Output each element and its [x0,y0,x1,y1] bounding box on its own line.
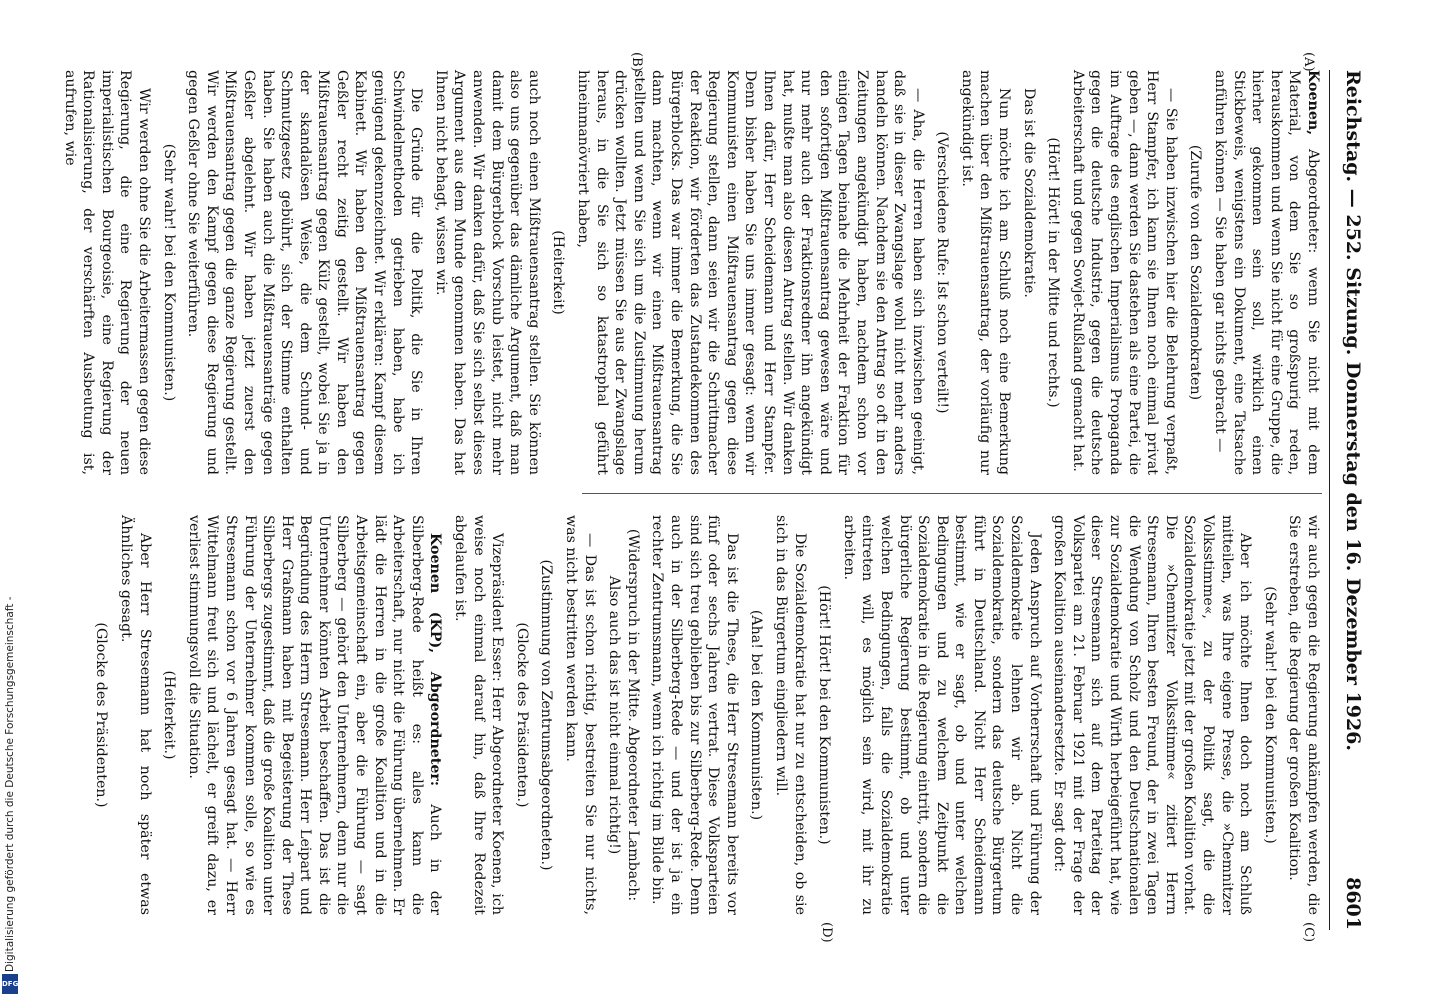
page-number: 8601 [1342,877,1364,930]
column-divider [582,493,1322,494]
interjection: (Heiterkeit) [550,230,567,315]
dfg-logo: DFG [2,974,18,994]
session-header: Reichstag. — 252. Sitzung. Donnerstag den 16. Dezember 1926. [1342,70,1364,752]
interjection: (Aha! bei den Kommunisten.) [748,609,765,821]
speaker-role: Abgeordneter: [1305,148,1321,254]
paragraph [184,515,444,915]
paragraph: Wir werden ohne Sie die Arbeitermassen gegen diese Regierung, die eine Regierung der neuen imperialistischen Bourgeoisie, eine Regierung der Rationalisierung, der verschärften Ausbeutung ist, aufrufen, wie [61,70,152,475]
margin-marker-a: (A) [1301,52,1316,72]
paragraph: auch noch einen Mißtrauensantrag stellen. Sie können also uns gegenüber das dämliche Argument, daß man damit dem Bürgerblock Vorschub leistet, nicht mehr anwenden. Wir danken dafür, daß Sie sich selbst dieses Argument aus dem Munde genommen haben. Das hat Ihnen nicht behagt, wissen wir. [432,70,542,475]
interjection: (Zustimmung von Zentrumsabgeordneten.) [538,559,555,871]
interjection: (Sehr wahr! bei den Kommunisten.) [1261,586,1278,844]
speaker-name: Koenen (KP), Abgeordneter: [427,533,444,787]
header-rule [1329,70,1330,930]
paragraph: — Sie haben inzwischen hier die Belehrung verpaßt, Herr Stampfer, ich kann sie Ihnen noch einmal privat geben —, dann werden Sie dastehen als eine Partei, die im Auftrage des englischen Imperialismus Propaganda gegen die deutsche Industrie, gegen die deutsche Arbeiterschaft und gegen Sowjet-Rußland gemacht hat. [1069,70,1179,475]
quotation: Jeden Anspruch auf Vorherrschaft und Führung der Sozialdemokratie lehnen wir ab. Nicht die Sozialdemokratie, sondern das deutsche Bürgertum führt in Deutschland. Nicht Herr Scheidemann bestimmt, wie er sagt, ob und unter welchen Bedingungen und zu welchem Zeitpunkt die Sozialdemokratie in die Regierung eintritt, sondern die bürgerliche Regierung bestimmt, ob und unter welchen Bedingungen, falls die Sozialdemokratie eintreten will, es möglich sein wird, mit ihr zu arbeiten. [840,515,1043,915]
speaker-name: Koenen, [1305,70,1321,136]
interjection: (Glocke des Präsidenten.) [513,622,530,808]
interjection: (Zurufe von den Sozialdemokraten) [1187,144,1204,401]
right-column [86,515,1322,915]
paragraph: wir auch gegen die Regierung ankämpfen werden, die Sie erstreben, die Regierung der großen Koalition. [1286,515,1321,915]
interjection: (Heiterkeit.) [161,670,178,760]
margin-marker-d: (D) [819,922,834,943]
paragraph: Die Gründe für die Politik, die Sie in Ihren Schwindelmethoden getrieben haben, habe ich genügend gekennzeichnet. Wir erklären: Kampf diesem Kabinett. Wir haben den Mißtrauensantrag gegen Geßler recht zeitig gestellt. Wir haben den Mißtrauensantrag gegen Külz gestellt, wobei Sie ja in der skandalösen Weise, die dem Schund- und Schmutzgesetz gebührt, sich der Stimme enthalten haben. Sie haben auch die Mißtrauensanträge gegen Geßler abgelehnt. Wir haben jetzt zuerst den Mißtrauensantrag gegen die ganze Regierung gestellt. Wir werden den Kampf gegen diese Regierung und gegen Geßler ohne Sie weiterführen. [185,70,425,475]
interjection: (Verschiedene Rufe: Ist schon verteilt!) [934,131,951,414]
paragraph: Nun möchte ich am Schluß noch eine Bemerkung machen über den Mißtrauensantrag, der vorläufig nur angekündigt ist. [958,70,1013,475]
paragraph [1210,70,1322,475]
paragraph: Aber Herr Stresemann hat noch später etwas Ähnliches gesagt. [117,515,153,915]
paragraph-text: wenn Sie nicht mit dem Material, von dem Sie so großspurig reden, herauskommen und wenn Sie nicht für eine Gruppe, die hierher gekommen sein soll, wirklich einen Stickbeweis, wenigstens ein Dokument, eine Tatsache anführen können — Sie haben gar nichts gebracht — [1212,70,1321,476]
left-column [54,70,1322,475]
interjection: (Sehr wahr! bei den Kommunisten.) [160,143,177,402]
paragraph: Das ist die These, die Herr Stresemann bereits vor fünf oder sechs Jahren vertrat. Diese Volksparteien sind sich treu geblieben bis zur Silberberg-Rede. Denn auch in der Silberberg-Rede — und der ist ja ein rechter Zentrumsmann, wenn ich richtig im Bilde bin. [649,515,740,915]
page-header [1336,70,1364,930]
margin-marker-b: (B) [629,52,644,72]
paragraph: — Aha, die Herren haben sich inzwischen geeinigt, daß sie in dieser Zwangslage wohl nicht mehr anders handeln können. Nachdem sie den Antrag so oft in den Zeitungen angekündigt haben, nachdem schon vor einigen Tagen beinahe die Mehrheit der Fraktion für den sofortigen Mißtrauensantrag gewesen wäre und nur mehr auch der Fraktionsredner ihn angekündigt hat, mußte man also diesen Antrag stellen. Wir danken Ihnen dafür, Herr Scheidemann und Herr Stampfer. Denn bisher haben Sie uns immer gesagt: wenn wir Kommunisten einen Mißtrauensantrag gegen diese Regierung stellen, dann seien wir die Schrittmacher der Reaktion, wir förderten das Zustandekommen des Bürgerblocks. Das war immer die Bemerkung, die Sie dann machten, wenn wir einen Mißtrauensantrag stellten und wenn Sie sich um die Zustimmung herum drücken wollten. Jetzt müssen Sie aus der Zwangslage heraus, in die Sie sich so katastrophal geführt hineinmanövriert haben, [575,70,926,475]
paragraph: Das ist die Sozialdemokratie. [1020,88,1037,298]
paragraph: Aber ich möchte Ihnen doch noch am Schluß mitteilen, was Ihre eigene Presse, die »Chemnitzer Volksstimme«, zu der Politik sagt, die die Sozialdemokratie jetzt mit der großen Koalition vorhat. Die »Chemnitzer Volksstimme« zitiert Herrn Stresemann, Ihren besten Freund, der in zwei Tagen die Wendung von Scholz und den Deutschnationalen zur Sozialdemokratie und Wirth herbeigeführt hat, wie dieser Stresemann sich auf dem Parteitag der Volkspartei am 21. Februar 1921 mit der Frage der großen Koalition auseinandersetzte. Er sagt dort: [1051,515,1254,915]
digitization-credit [2,0,20,1000]
interjection: (Hört! Hört! bei den Kommunisten.) [816,585,833,845]
margin-marker-c: (C) [1301,922,1316,943]
interjection: (Hört! Hört! in der Mitte und rechts.) [1045,137,1062,408]
paragraph: — Das ist schon richtig, bestreiten Sie nur nichts, was nicht bestritten werden kann. [563,515,598,915]
interjection: (Glocke des Präsidenten.) [93,622,110,808]
paragraph: Vizepräsident Esser: Herr Abgeordneter Koenen, ich weise noch einmal darauf hin, daß Ihre Redezeit abgelaufen ist. [452,515,506,915]
paragraph-text: Auch in der Silberberg-Rede heißt es: alles kann die Arbeiterschaft, nur nicht die Führung übernehmen. Er lädt die Herren in die große Koalition und in die Arbeitsgemeinschaft ein, aber die Führung — sagt Silberberg — gehört den Unternehmern, denn nur die Unternehmer könnten Arbeit beschaffen. Das ist die Begründung des Herrn Stresemann. Herr Leipart und Herr Graßmann haben mit Begeisterung der These Silberbergs zugestimmt, daß die große Koalition unter Führung der Unternehmer kommen solle, so wie es Stresemann schon vor 6 Jahren gesagt hat. — Herr Wittelmann freut sich und lächelt, er greift dazu, er verliest stimmungsvoll die Situation. [185,515,444,915]
paragraph: Die Sozialdemokratie hat nur zu entscheiden, ob sie sich in das Bürgertum eingliedern will. [772,515,808,915]
credit-text: Digitalisierung gefördert durch die Deutsche Forschungsgemeinschaft - [4,596,16,972]
interjection: (Widerspruch in der Mitte. Abgeordneter Lambach: Also auch das ist nicht einmal richtig!) [606,528,641,902]
